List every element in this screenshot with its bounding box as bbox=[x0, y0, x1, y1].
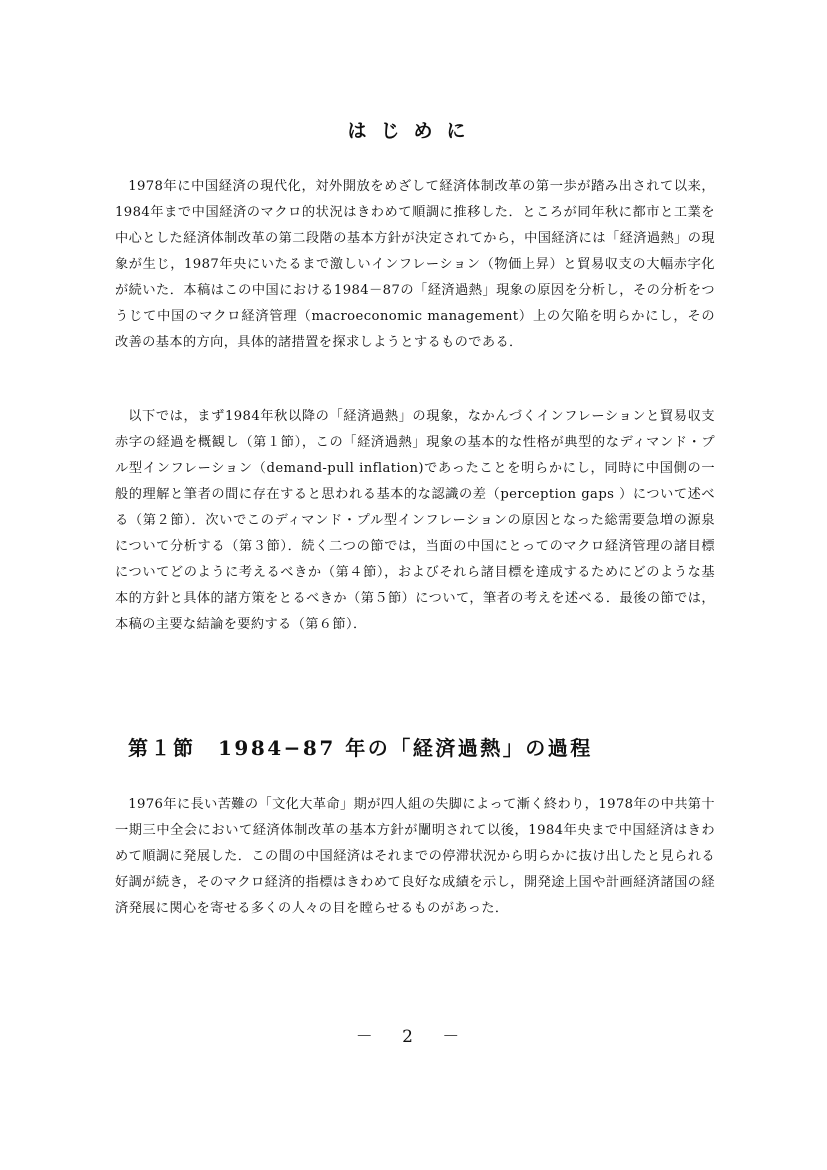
introduction-heading: はじめに bbox=[347, 120, 480, 142]
page-number: － 2 － bbox=[355, 1027, 472, 1047]
section-1-paragraph-1: 1976年に長い苦難の「文化大革命」期が四人組の失脚によって漸く終わり，1978年の中共第十一期三中全会において経済体制改革の基本方針が闡明されて以後，1984年央まで中国経済はきわめて順調に発展した．この間の中国経済はそれまでの停滞状況から明らかに抜け出したと見られる好調が続き，そのマクロ経済的指標はきわめて良好な成績を示し，開発途上国や計画経済諸国の経済発展に関心を寄せる多くの人々の目を瞠らせるものがあった． bbox=[115, 797, 715, 916]
section-1-title: 第１節 1984−87 年の「経済過熱」の過程 bbox=[128, 736, 593, 760]
intro-paragraph-2: 以下では，まず1984年秋以降の「経済過熱」の現象，なかんづくインフレーションと貿易収支赤字の経過を概観し（第１節），この「経済過熱」現象の基本的な性格が典型的なディマンド・プル型インフレーション（demand-pull inflation)であったことを明らかにし，同時に中国側の一般的理解と筆者の間に存在すると思われる基本的な認識の差（perception gaps ）について述べる（第２節）．次いでこのディマンド・プル型インフレーションの原因となった総需要急増の源泉について分析する（第３節）．続く二つの節では，当面の中国にとってのマクロ経済管理の諸目標についてどのように考えるべきか（第４節），およびそれら諸目標を達成するためにどのような基本的方針と具体的諸方策をとるべきか（第５節）について，筆者の考えを述べる．最後の節では，本稿の主要な結論を要約する（第６節）． bbox=[115, 409, 715, 632]
intro-paragraph-1: 1978年に中国経済の現代化，対外開放をめざして経済体制改革の第一歩が踏み出されて以来，1984年まで中国経済のマクロ的状況はきわめて順調に推移した．ところが同年秋に都市と工業を中心とした経済体制改革の第二段階の基本方針が決定されてから，中国経済には「経済過熱」の現象が生じ，1987年央にいたるまで激しいインフレーション（物価上昇）と貿易収支の大幅赤字化が続いた．本稿はこの中国における1984－87の「経済過熱」現象の原因を分析し，その分析をつうじて中国のマクロ経済管理（macroeconomic management）上の欠陥を明らかにし，その改善の基本的方向，具体的諸措置を探求しようとするものである． bbox=[115, 179, 715, 350]
